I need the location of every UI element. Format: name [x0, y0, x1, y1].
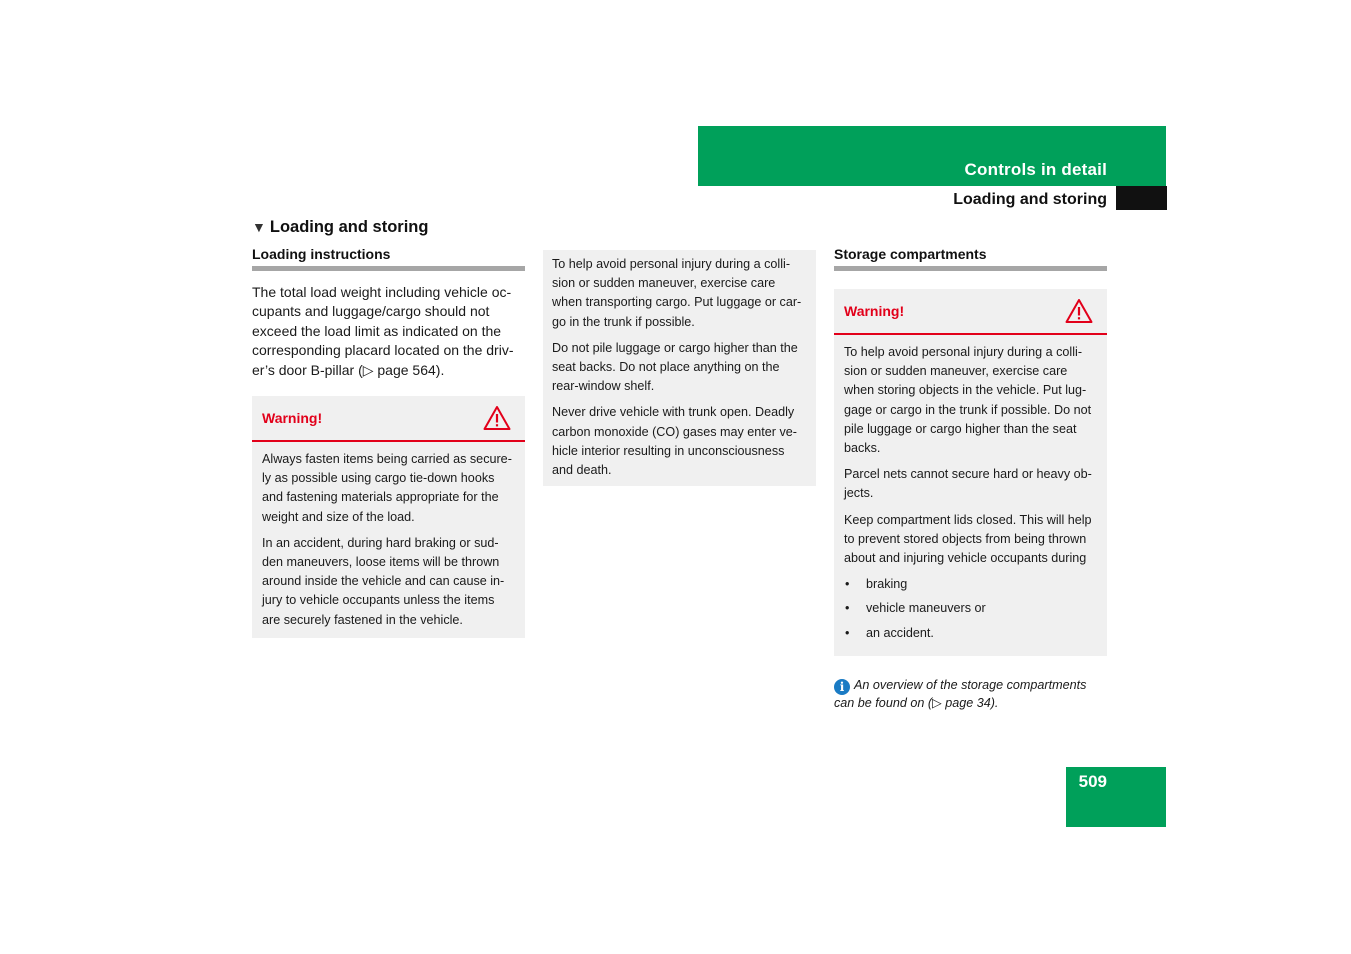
- warning-paragraph: Keep compartment lids closed. This will help to prevent stored objects from being thrown about and injuring vehicle occupants during: [844, 512, 1092, 566]
- cargo-safety-box: [543, 250, 816, 486]
- list-item: • an accident.: [844, 624, 1097, 643]
- warning-label: Warning!: [844, 303, 905, 319]
- warning-paragraph: Parcel nets cannot secure hard or heavy ob-jects.: [844, 467, 1092, 501]
- left-column: [252, 246, 525, 638]
- warning-triangle-icon: [1065, 298, 1093, 324]
- warning-label: Warning!: [262, 410, 323, 427]
- warning-body: [252, 442, 525, 638]
- info-note: [834, 677, 1107, 712]
- warning-paragraph: In an accident, during hard braking or sud-den maneuvers, loose items will be thrown around inside the vehicle and can cause in-jury to vehicle occupants unless the items are securely fastened in the vehicle.: [262, 535, 505, 627]
- cargo-safety-paragraph: Do not pile luggage or cargo higher than the seat backs. Do not place anything on the rear-window shelf.: [552, 340, 798, 394]
- warning-triangle-icon: [483, 405, 511, 431]
- warning-header: [252, 396, 525, 442]
- list-item: • braking: [844, 575, 1097, 594]
- right-column: [834, 246, 1107, 712]
- chapter-title: Controls in detail: [964, 160, 1107, 179]
- page-number: 509: [1078, 772, 1107, 791]
- loading-warning-box: [252, 396, 525, 638]
- warning-body: [834, 335, 1107, 656]
- triangle-down-icon: ▼: [252, 219, 266, 235]
- warning-bullet-list: [844, 575, 1097, 643]
- warning-paragraph: To help avoid personal injury during a colli-sion or sudden maneuver, exercise care when storing objects in the vehicle. Put lug-gage or cargo in the trunk if possible. Do not pile luggage or cargo higher than the seat backs.: [844, 345, 1092, 456]
- warning-paragraph: Always fasten items being carried as secure-ly as possible using cargo tie-down hooks and fastening materials appropriate for the weight and size of the load.: [262, 452, 512, 524]
- loading-instructions-body: The total load weight including vehicle oc-cupants and luggage/cargo should not exceed the load limit as indicated on the corresponding placard located on the driv-er’s door B-pillar (▷ page 564).: [252, 284, 514, 378]
- section-marker: [1116, 186, 1167, 210]
- main-heading: [252, 218, 428, 237]
- main-heading-text: Loading and storing: [269, 218, 429, 236]
- section-title: Loading and storing: [953, 191, 1107, 208]
- info-icon: i: [834, 679, 850, 695]
- storage-warning-box: [834, 289, 1107, 656]
- warning-header: [834, 289, 1107, 335]
- storage-compartments-heading: Storage compartments: [834, 246, 1107, 271]
- cargo-safety-paragraph: Never drive vehicle with trunk open. Deadly carbon monoxide (CO) gases may enter ve-hicle interior resulting in unconsciousness and death.: [552, 405, 797, 478]
- cargo-safety-paragraph: To help avoid personal injury during a colli-sion or sudden maneuver, exercise care when transporting cargo. Put luggage or car-go in the trunk if possible.: [552, 257, 802, 329]
- loading-instructions-heading: Loading instructions: [252, 246, 525, 271]
- info-note-text: An overview of the storage compartments can be found on (▷ page 34).: [834, 677, 1087, 710]
- list-item: • vehicle maneuvers or: [844, 599, 1097, 618]
